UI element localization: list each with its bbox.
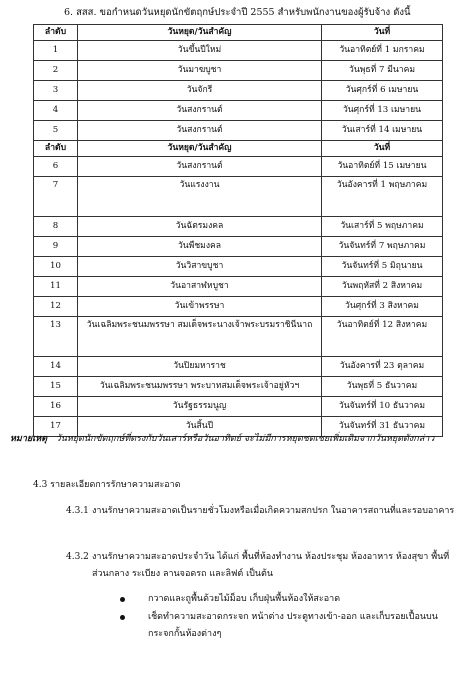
holiday-date: วันอังคารที่ 23 ตุลาคม	[322, 357, 443, 377]
holiday-date: วันจันทร์ที่ 5 มิถุนายน	[322, 257, 443, 277]
footnote-label: หมายเหตุ	[10, 434, 48, 444]
row-number: 16	[34, 397, 78, 417]
holiday-date: วันจันทร์ที่ 31 ธันวาคม	[322, 417, 443, 437]
bullet-item	[120, 591, 460, 608]
section-item-text: งานรักษาความสะอาดประจำวัน ได้แก่ พื้นที่ห้องทำงาน ห้องประชุม ห้องอาหาร ห้องสุขา พื้นที่ส่วนกลาง ระเบียง ลานจอดรถ และลิฟต์ เป็นต้น	[92, 552, 450, 579]
table-header-row	[34, 141, 443, 157]
row-number: 3	[34, 81, 78, 101]
row-number: 8	[34, 217, 78, 237]
table-header-row	[34, 25, 443, 41]
table-header-cell: วันที่	[322, 141, 443, 157]
table-header-cell: วันหยุด/วันสำคัญ	[78, 25, 322, 41]
holiday-date: วันอาทิตย์ที่ 15 เมษายน	[322, 157, 443, 177]
table-row	[34, 217, 443, 237]
holiday-name: วันพืชมงคล	[78, 237, 322, 257]
footnote	[10, 431, 466, 448]
footnote-text: วันหยุดนักขัตฤกษ์ที่ตรงกับวันเสาร์หรือวันอาทิตย์ จะไม่มีการหยุดชดเชยเพิ่มเติมจากวันหยุดดังกล่าว	[55, 434, 435, 444]
holiday-name: วันแรงงาน	[78, 177, 322, 217]
row-number: 12	[34, 297, 78, 317]
bullet-list	[120, 591, 460, 644]
row-number: 5	[34, 121, 78, 141]
table-row	[34, 317, 443, 357]
table-row	[34, 157, 443, 177]
table-header-cell: วันหยุด/วันสำคัญ	[78, 141, 322, 157]
row-number: 13	[34, 317, 78, 357]
row-number: 9	[34, 237, 78, 257]
holiday-name: วันมาฆบูชา	[78, 61, 322, 81]
bullet-item	[120, 609, 460, 643]
holiday-name: วันเฉลิมพระชนมพรรษา พระบาทสมเด็จพระเจ้าอยู่หัวฯ	[78, 377, 322, 397]
holiday-date: วันอาทิตย์ที่ 1 มกราคม	[322, 41, 443, 61]
holiday-heading: 6. สสส. ขอกำหนดวันหยุดนักขัตฤกษ์ประจำปี 2555 สำหรับพนักงานของผู้รับจ้าง ดังนี้	[64, 7, 411, 18]
section-title: 4.3 รายละเอียดการรักษาความสะอาด	[33, 480, 181, 490]
table-row	[34, 277, 443, 297]
holiday-date: วันพฤหัสที่ 2 สิงหาคม	[322, 277, 443, 297]
holiday-name: วันอาสาฬหบูชา	[78, 277, 322, 297]
row-number: 6	[34, 157, 78, 177]
holiday-table-body	[34, 25, 443, 437]
holiday-date: วันเสาร์ที่ 5 พฤษภาคม	[322, 217, 443, 237]
table-header-cell: ลำดับ	[34, 141, 78, 157]
row-number: 17	[34, 417, 78, 437]
holiday-date: วันจันทร์ที่ 7 พฤษภาคม	[322, 237, 443, 257]
row-number: 10	[34, 257, 78, 277]
holiday-name: วันจักรี	[78, 81, 322, 101]
holiday-name: วันเข้าพรรษา	[78, 297, 322, 317]
holiday-date: วันพุธที่ 5 ธันวาคม	[322, 377, 443, 397]
holiday-name: วันสงกรานต์	[78, 121, 322, 141]
row-number: 4	[34, 101, 78, 121]
holiday-name: วันสิ้นปี	[78, 417, 322, 437]
section-item-text: งานรักษาความสะอาดเป็นรายชั่วโมงหรือเมื่อเกิดความสกปรก ในอาคารสถานที่และรอบอาคาร	[92, 506, 455, 516]
bullet-icon	[120, 615, 125, 620]
table-row	[34, 81, 443, 101]
section-item-number: 4.3.2	[66, 552, 89, 562]
holiday-date: วันศุกร์ที่ 3 สิงหาคม	[322, 297, 443, 317]
holiday-date: วันศุกร์ที่ 13 เมษายน	[322, 101, 443, 121]
table-row	[34, 177, 443, 217]
holiday-name: วันฉัตรมงคล	[78, 217, 322, 237]
row-number: 7	[34, 177, 78, 217]
section-item	[66, 549, 461, 583]
holiday-date: วันศุกร์ที่ 6 เมษายน	[322, 81, 443, 101]
row-number: 14	[34, 357, 78, 377]
holiday-date: วันอาทิตย์ที่ 12 สิงหาคม	[322, 317, 443, 357]
holiday-date: วันเสาร์ที่ 14 เมษายน	[322, 121, 443, 141]
section-item-number: 4.3.1	[66, 506, 89, 516]
holiday-date: วันจันทร์ที่ 10 ธันวาคม	[322, 397, 443, 417]
holiday-name: วันรัฐธรรมนูญ	[78, 397, 322, 417]
section-item	[66, 503, 461, 520]
table-row	[34, 101, 443, 121]
table-row	[34, 377, 443, 397]
bullet-icon	[120, 597, 125, 602]
table-row	[34, 41, 443, 61]
table-row	[34, 297, 443, 317]
holiday-date: วันอังคารที่ 1 พฤษภาคม	[322, 177, 443, 217]
row-number: 11	[34, 277, 78, 297]
row-number: 15	[34, 377, 78, 397]
table-row	[34, 357, 443, 377]
row-number: 2	[34, 61, 78, 81]
table-header-cell: ลำดับ	[34, 25, 78, 41]
holiday-name: วันวิสาขบูชา	[78, 257, 322, 277]
table-header-cell: วันที่	[322, 25, 443, 41]
holiday-name: วันสงกรานต์	[78, 157, 322, 177]
holiday-name: วันขึ้นปีใหม่	[78, 41, 322, 61]
table-row	[34, 237, 443, 257]
bullet-text: กวาดและถูพื้นด้วยไม้ม็อบ เก็บฝุ่นพื้นห้องให้สะอาด	[148, 594, 341, 604]
table-row	[34, 61, 443, 81]
holiday-date: วันพุธที่ 7 มีนาคม	[322, 61, 443, 81]
bullet-text: เช็ดทำความสะอาดกระจก หน้าต่าง ประตูทางเข้า-ออก และเก็บรอยเปื้อนบนกระจกกั้นห้องต่างๆ	[148, 612, 438, 639]
table-row	[34, 397, 443, 417]
holiday-name: วันปิยมหาราช	[78, 357, 322, 377]
holiday-table	[33, 24, 443, 437]
table-row	[34, 257, 443, 277]
holiday-name: วันเฉลิมพระชนมพรรษา สมเด็จพระนางเจ้าพระบรมราชินีนาถ	[78, 317, 322, 357]
holiday-name: วันสงกรานต์	[78, 101, 322, 121]
row-number: 1	[34, 41, 78, 61]
table-row	[34, 121, 443, 141]
